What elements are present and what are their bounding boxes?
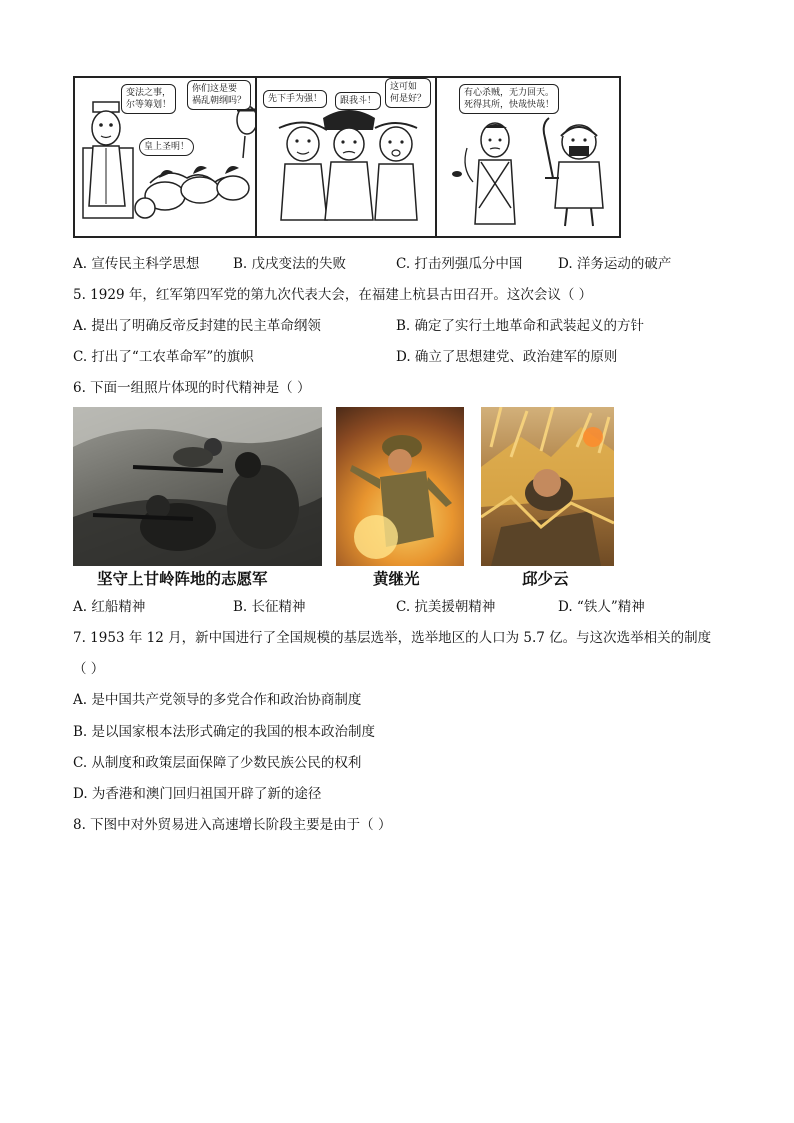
speech-bubble: 有心杀贼，无力回天。 死得其所，快哉快哉！ — [459, 84, 559, 114]
photo-huang-jiguang — [336, 407, 464, 566]
q7-option-d[interactable]: D. 为香港和澳门回归祖国开辟了新的途径 — [73, 786, 322, 802]
q7-option-a[interactable]: A. 是中国共产党领导的多党合作和政治协商制度 — [73, 692, 362, 708]
speech-bubble: 皇上圣明！ — [139, 138, 194, 156]
speech-bubble: 变法之事， 尔等筹划！ — [121, 84, 176, 114]
question-7-stem: 7. 1953 年 12 月，新中国进行了全国规模的基层选举，选举地区的人口为 5.7 亿。与这次选举相关的制度 — [73, 630, 712, 646]
comic-panel-2 — [255, 78, 437, 236]
option-d[interactable]: D. 洋务运动的破产 — [558, 256, 672, 272]
comic-strip — [73, 76, 621, 238]
comic-panel-3 — [435, 78, 621, 236]
photo-caption-3: 邱少云 — [522, 569, 569, 588]
question-8-stem: 8. 下图中对外贸易进入高速增长阶段主要是由于（ ） — [73, 817, 392, 833]
q5-option-d[interactable]: D. 确立了思想建党、政治建军的原则 — [396, 349, 618, 365]
q5-option-c[interactable]: C. 打出了“工农革命军”的旗帜 — [73, 349, 254, 365]
photo-caption-2: 黄继光 — [373, 569, 420, 588]
option-b[interactable]: B. 长征精神 — [233, 599, 306, 615]
photo-caption-1: 坚守上甘岭阵地的志愿军 — [97, 569, 268, 588]
speech-bubble: 这可如 何是好？ — [385, 78, 431, 108]
q5-option-b[interactable]: B. 确定了实行土地革命和武装起义的方针 — [396, 318, 645, 334]
photo-shangganling-soldiers — [73, 407, 322, 566]
option-a[interactable]: A. 红船精神 — [73, 599, 146, 615]
q7-option-b[interactable]: B. 是以国家根本法形式确定的我国的根本政治制度 — [73, 724, 376, 740]
comic-panel-1 — [75, 78, 255, 236]
photo-qiu-shaoyun — [481, 407, 614, 566]
question-6-stem: 6. 下面一组照片体现的时代精神是（ ） — [73, 380, 311, 396]
speech-bubble: 你们这是要 祸乱朝纲吗？ — [187, 80, 251, 110]
option-d[interactable]: D. “铁人”精神 — [558, 599, 645, 615]
q7-option-c[interactable]: C. 从制度和政策层面保障了少数民族公民的权利 — [73, 755, 362, 771]
speech-bubble: 跟我斗！ — [335, 92, 381, 110]
option-c[interactable]: C. 打击列强瓜分中国 — [396, 256, 523, 272]
speech-bubble: 先下手为强！ — [263, 90, 327, 108]
option-a[interactable]: A. 宣传民主科学思想 — [73, 256, 200, 272]
question-7-answer-blank: （ ） — [73, 661, 105, 677]
question-5-stem: 5. 1929 年，红军第四军党的第九次代表大会，在福建上杭县古田召开。这次会议（ ） — [73, 287, 593, 303]
option-b[interactable]: B. 戊戌变法的失败 — [233, 256, 347, 272]
q5-option-a[interactable]: A. 提出了明确反帝反封建的民主革命纲领 — [73, 318, 321, 334]
option-c[interactable]: C. 抗美援朝精神 — [396, 599, 496, 615]
